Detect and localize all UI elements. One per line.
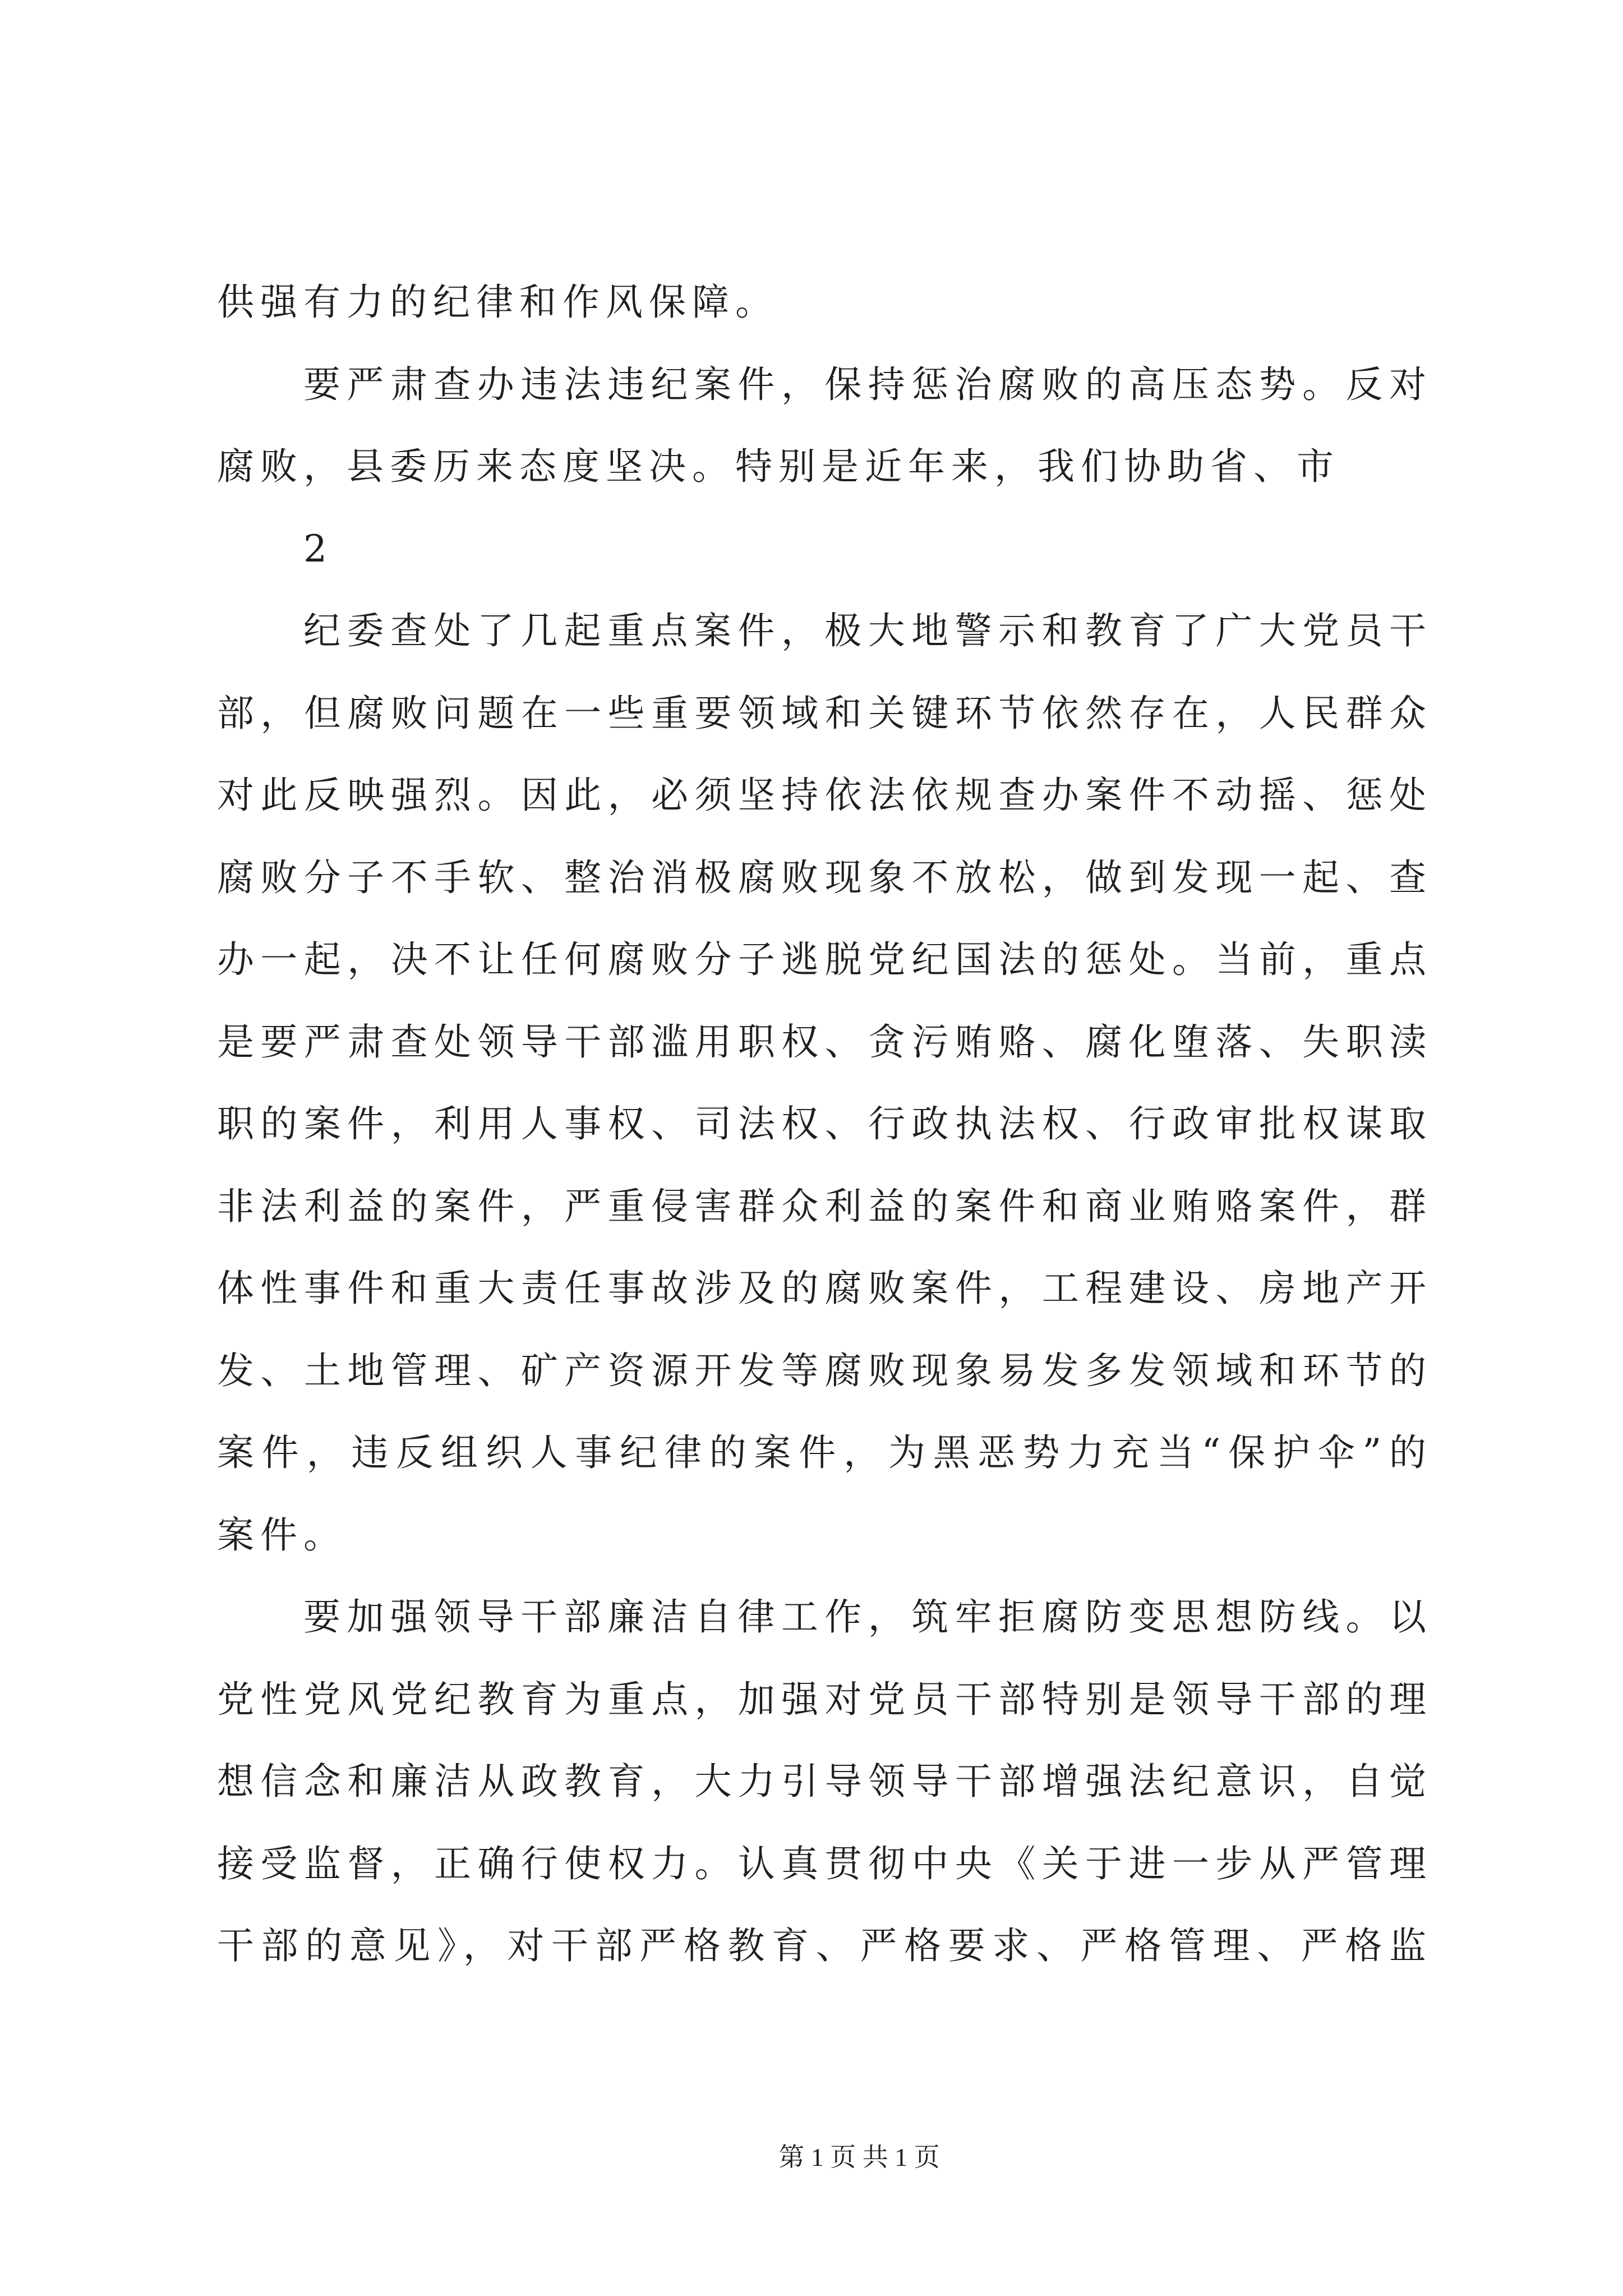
paragraph-start-line: 要加强领导干部廉洁自律工作，筑牢拒腐防变思想防线。以: [303, 1595, 1426, 1639]
body-line: 对此反映强烈。因此，必须坚持依法依规查办案件不动摇、惩处: [217, 774, 1426, 817]
body-line: 办一起，决不让任何腐败分子逃脱党纪国法的惩处。当前，重点: [217, 938, 1426, 981]
body-line: 是要严肃查处领导干部滥用职权、贪污贿赂、腐化堕落、失职渎: [217, 1020, 1426, 1064]
body-line: 想信念和廉洁从政教育，大力引导领导干部增强法纪意识，自觉: [217, 1760, 1426, 1803]
body-line: 党性党风党纪教育为重点，加强对党员干部特别是领导干部的理: [217, 1677, 1426, 1721]
document-body: [217, 261, 1426, 1987]
body-line: 体性事件和重大责任事故涉及的腐败案件，工程建设、房地产开: [217, 1267, 1426, 1310]
body-line: 非法利益的案件，严重侵害群众利益的案件和商业贿赂案件，群: [217, 1184, 1426, 1228]
body-line: 发、土地管理、矿产资源开发等腐败现象易发多发领域和环节的: [217, 1349, 1426, 1392]
body-line: 腐败，县委历来态度坚决。特别是近年来，我们协助省、市: [217, 445, 1340, 488]
paragraph-start-line: 要严肃查办违法违纪案件，保持惩治腐败的高压态势。反对: [303, 362, 1426, 406]
body-line: 干部的意见》，对干部严格教育、严格要求、严格管理、严格监: [217, 1924, 1426, 1967]
body-line: 案件，违反组织人事纪律的案件，为黑恶势力充当“保护伞”的: [217, 1431, 1426, 1474]
body-line: 腐败分子不手软、整治消极腐败现象不放松，做到发现一起、查: [217, 855, 1426, 899]
body-line: 案件。: [217, 1513, 347, 1557]
body-line: 纪委查处了几起重点案件，极大地警示和教育了广大党员干: [303, 609, 1426, 652]
page-number-marker: 2: [303, 527, 333, 570]
page-footer: 第 1 页 共 1 页: [778, 2143, 940, 2171]
body-line: 部，但腐败问题在一些重要领域和关键环节依然存在，人民群众: [217, 691, 1426, 735]
body-line: 职的案件，利用人事权、司法权、行政执法权、行政审批权谋取: [217, 1102, 1426, 1145]
body-line: 供强有力的纪律和作风保障。: [217, 280, 778, 324]
body-line: 接受监督，正确行使权力。认真贯彻中央《关于进一步从严管理: [217, 1842, 1426, 1885]
